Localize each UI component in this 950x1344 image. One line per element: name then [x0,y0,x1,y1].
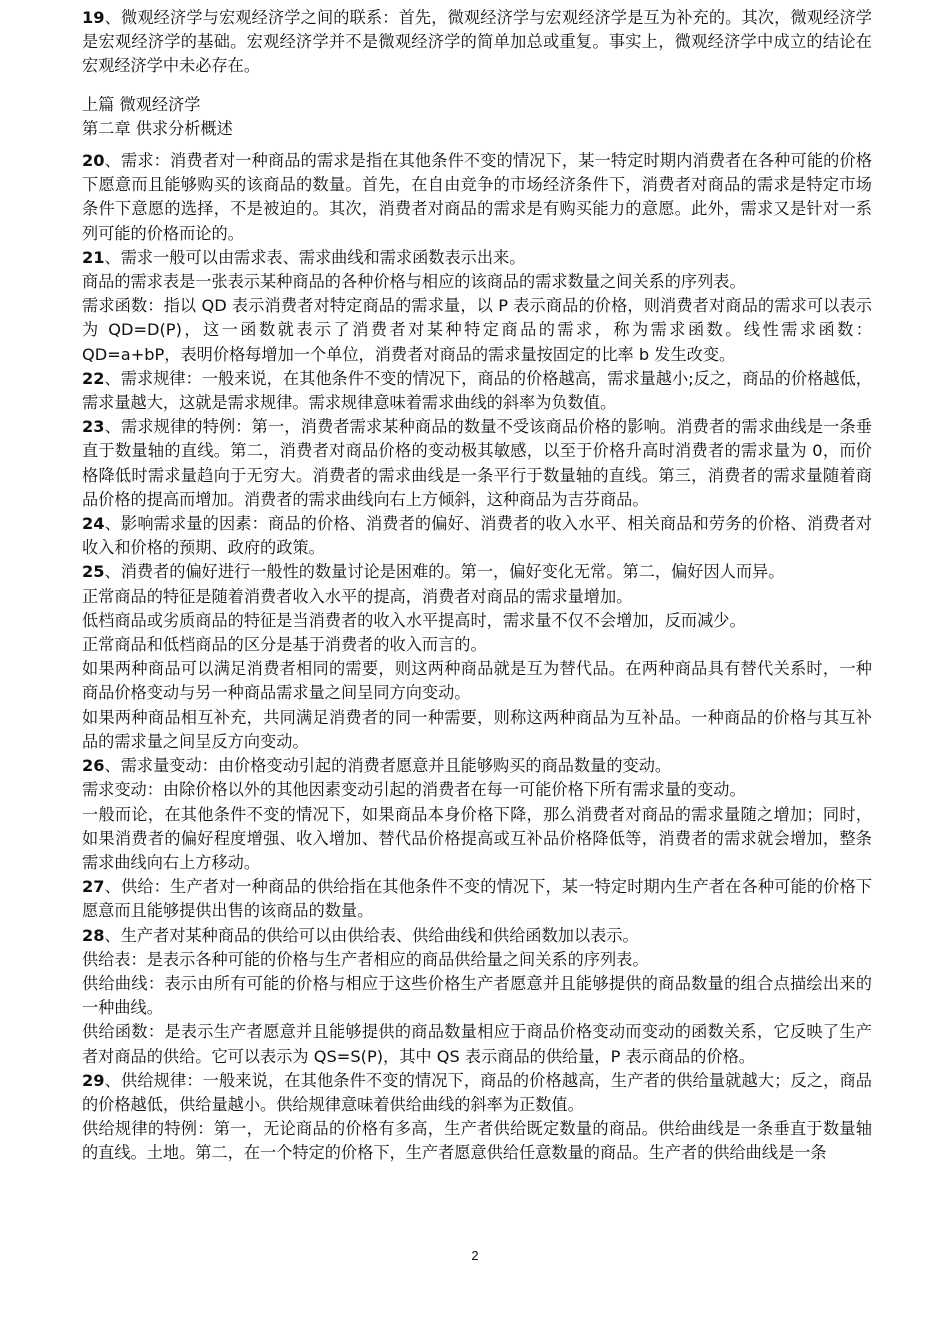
paragraph-demand-table: 商品的需求表是一张表示某种商品的各种价格与相应的该商品的需求数量之间关系的序列表。 [82,272,746,292]
paragraph-27 [82,875,872,923]
item-number: 24 [82,514,105,534]
paragraph-25 [82,560,872,584]
paragraph-text: 、需求规律的特例：第一，消费者需求某种商品的数量不受该商品价格的影响。消费者的需求曲线是一条垂直于数量轴的直线。第二，消费者对商品价格的变动极其敏感，以至于价格升高时消费者的需求量为 0，而价格降低时需求量趋向于无穷大。消费者的需求曲线是一条平行于数量轴的直线。第三，消费者的需求量随着商品价格的提高而增加。消费者的需求曲线向右上方倾斜，这种商品为吉芬商品。 [82,417,872,509]
item-number: 23 [82,417,105,437]
paragraph-supply-curve: 供给曲线：表示由所有可能的价格与相应于这些价格生产者愿意并且能够提供的商品数量的组合点描绘出来的一种曲线。 [82,973,872,1018]
paragraph-normal-goods: 正常商品的特征是随着消费者收入水平的提高，消费者对商品的需求量增加。 [82,586,633,606]
paragraph-20 [82,149,872,246]
paragraph-26 [82,754,872,778]
paragraph-text: 、微观经济学与宏观经济学之间的联系：首先，微观经济学与宏观经济学是互为补充的。其次，微观经济学是宏观经济学的基础。宏观经济学并不是微观经济学的简单加总或重复。事实上，微观经济学中成立的结论在宏观经济学中未必存在。 [82,8,872,76]
item-number: 26 [82,756,105,776]
paragraph-24 [82,512,872,560]
paragraph-29 [82,1069,872,1117]
paragraph-substitutes: 如果两种商品可以满足消费者相同的需要，则这两种商品就是互为替代品。在两种商品具有替代关系时，一种商品价格变动与另一种商品需求量之间呈同方向变动。 [82,659,872,703]
paragraph-text: 、生产者对某种商品的供给可以由供给表、供给曲线和供给函数加以表示。 [104,925,639,945]
paragraph-text: 、需求量变动：由价格变动引起的消费者愿意并且能够购买的商品数量的变动。 [104,756,672,776]
paragraph-21 [82,246,872,270]
paragraph-supply-function: 供给函数：是表示生产者愿意并且能够提供的商品数量相应于商品价格变动而变动的函数关系，它反映了生产者对商品的供给。它可以表示为 QS=S(P)，其中 QS 表示商品的供给量，P 表示商品的价格。 [82,1022,872,1066]
item-number: 21 [82,247,105,267]
paragraph-supply-exceptions: 供给规律的特例：第一，无论商品的价格有多高，生产者供给既定数量的商品。供给曲线是一条垂直于数量轴的直线。土地。第二，在一个特定的价格下，生产者愿意供给任意数量的商品。生产者的供给曲线是一条 [82,1119,872,1163]
paragraph-demand-function: 需求函数：指以 QD 表示消费者对特定商品的需求量，以 P 表示商品的价格，则消费者对商品的需求可以表示为 QD=D(P)，这一函数就表示了消费者对某种特定商品的需求，称为需求函数。线性需求函数：QD=a+bP，表明价格每增加一个单位，消费者对商品的需求量按固定的比率 b 发生改变。 [82,296,872,364]
item-number: 28 [82,925,105,945]
item-number: 22 [82,368,105,388]
chapter-heading: 第二章 供求分析概述 [82,118,233,138]
paragraph-supply-table: 供给表：是表示各种可能的价格与生产者相应的商品供给量之间关系的序列表。 [82,949,649,969]
paragraph-text: 、供给：生产者对一种商品的供给指在其他条件不变的情况下，某一特定时期内生产者在各种可能的价格下愿意而且能够提供出售的该商品的数量。 [82,877,872,921]
spacer [82,79,872,93]
paragraph-goods-distinction: 正常商品和低档商品的区分是基于消费者的收入而言的。 [82,635,487,655]
item-number: 27 [82,877,105,897]
item-number: 25 [82,562,105,582]
paragraph-demand-shift: 一般而论，在其他条件不变的情况下，如果商品本身价格下降，那么消费者对商品的需求量随之增加；同时，如果消费者的偏好程度增强、收入增加、替代品价格提高或互补品价格降低等，消费者的需求就会增加，整条需求曲线向右上方移动。 [82,804,872,872]
paragraph-28 [82,924,872,948]
paragraph-text: 、需求一般可以由需求表、需求曲线和需求函数表示出来。 [104,247,526,267]
paragraph-text: 、影响需求量的因素：商品的价格、消费者的偏好、消费者的收入水平、相关商品和劳务的价格、消费者对收入和价格的预期、政府的政策。 [82,514,872,558]
page-number: 2 [471,1248,479,1263]
paragraph-inferior-goods: 低档商品或劣质商品的特征是当消费者的收入水平提高时，需求量不仅不会增加，反而减少。 [82,610,746,630]
paragraph-text: 、需求规律：一般来说，在其他条件不变的情况下，商品的价格越高，需求量越小;反之，商品的价格越低，需求量越大，这就是需求规律。需求规律意味着需求曲线的斜率为负数值。 [82,368,872,413]
paragraph-23 [82,415,872,512]
item-number: 19 [82,8,105,27]
item-number: 29 [82,1070,105,1090]
paragraph-22 [82,367,872,415]
paragraph-demand-change: 需求变动：由除价格以外的其他因素变动引起的消费者在每一可能价格下所有需求量的变动。 [82,780,746,800]
document-page [82,6,872,1166]
paragraph-text: 、供给规律：一般来说，在其他条件不变的情况下，商品的价格越高，生产者的供给量就越大；反之，商品的价格越低，供给量越小。供给规律意味着供给曲线的斜率为正数值。 [82,1070,872,1114]
paragraph-19 [82,6,872,79]
paragraph-complements: 如果两种商品相互补充，共同满足消费者的同一种需要，则称这两种商品为互补品。一种商品的价格与其互补品的需求量之间呈反方向变动。 [82,707,872,751]
paragraph-text: 、需求：消费者对一种商品的需求是指在其他条件不变的情况下，某一特定时期内消费者在各种可能的价格下愿意而且能够购买的该商品的数量。首先，在自由竞争的市场经济条件下，消费者对商品的需求是特定市场条件下意愿的选择，不是被迫的。其次，消费者对商品的需求是有购买能力的意愿。此外，需求又是针对一系列可能的价格而论的。 [82,151,872,243]
paragraph-text: 、消费者的偏好进行一般性的数量讨论是困难的。第一，偏好变化无常。第二，偏好因人而异。 [104,562,785,582]
item-number: 20 [82,151,105,171]
spacer [82,141,872,149]
part-heading: 上篇 微观经济学 [82,94,201,114]
